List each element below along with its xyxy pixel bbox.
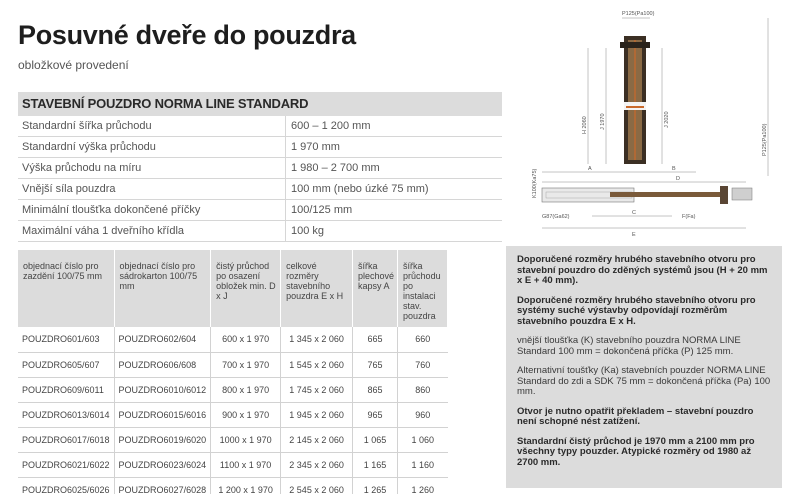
label-f: F(Fa) — [682, 214, 696, 220]
table-cell: POUZDRO605/607 — [18, 352, 114, 377]
label-g: G87(Ga62) — [542, 214, 570, 220]
spec-value: 100/125 mm — [291, 204, 353, 216]
technical-drawing — [506, 6, 796, 242]
jamb-section — [720, 186, 728, 204]
table-cell: 1 265 — [353, 477, 398, 494]
label-e: E — [632, 232, 636, 238]
spec-row — [18, 221, 502, 242]
table-cell: 2 145 x 2 060 — [281, 427, 353, 452]
table-cell: 1 065 — [353, 427, 398, 452]
info-paragraph: Doporučené rozměry hrubého stavebního otvoru pro stavební pouzdro do zděných systémů jsou (H + 20 mm x E + 40 mm). — [517, 254, 768, 286]
table-row — [18, 477, 448, 494]
table-row — [18, 402, 448, 427]
table-cell: POUZDRO6015/6016 — [114, 402, 211, 427]
spec-value: 100 mm (nebo úzké 75 mm) — [291, 183, 429, 195]
table-cell: POUZDRO601/603 — [18, 327, 114, 352]
table-cell: POUZDRO606/608 — [114, 352, 211, 377]
table-row — [18, 452, 448, 477]
table-cell: 660 — [398, 327, 448, 352]
spec-label: Vnější síla pouzdra — [18, 179, 286, 199]
column-header: šířka plechové kapsy A — [353, 250, 398, 327]
table-cell: 1100 x 1 970 — [211, 452, 281, 477]
spec-label: Maximální váha 1 dveřního křídla — [18, 221, 286, 241]
table-cell: 860 — [398, 377, 448, 402]
spec-row — [18, 116, 502, 137]
table-cell: POUZDRO602/604 — [114, 327, 211, 352]
table-cell: 965 — [353, 402, 398, 427]
spec-value: 1 980 – 2 700 mm — [291, 162, 380, 174]
column-header: šířka průchodu po instalaci stav. pouzdra — [398, 250, 448, 327]
label-b: B — [672, 166, 676, 172]
table-cell: 1 160 — [398, 452, 448, 477]
dimensions-table — [18, 250, 448, 494]
label-c: C — [632, 210, 636, 216]
label-h: H 2060 — [582, 116, 588, 134]
info-paragraph: Doporučené rozměry hrubého stavebního otvoru pro systémy suché výstavby odpovídají rozměrům stavebního pouzdra E x H. — [517, 294, 756, 327]
label-a: A — [588, 166, 592, 172]
wall-section — [732, 188, 752, 200]
table-cell: 1 200 x 1 970 — [211, 477, 281, 494]
table-row — [18, 427, 448, 452]
table-cell: POUZDRO6023/6024 — [114, 452, 211, 477]
table-cell: 2 545 x 2 060 — [281, 477, 353, 494]
label-j2: J 2020 — [664, 111, 670, 128]
info-paragraph: vnější tloušťka (K) stavebního pouzdra NORMA LINE Standard 100 mm = dokončená příčka (P) 125 mm. — [517, 335, 741, 357]
label-p125b: P125(Pa100) — [762, 123, 768, 156]
info-paragraph: Otvor je nutno opatřit překladem – stavební pouzdro není schopné nést zatížení. — [517, 405, 754, 427]
table-cell: 700 x 1 970 — [211, 352, 281, 377]
column-header: objednací číslo pro zazdění 100/75 mm — [18, 250, 114, 327]
table-cell: 600 x 1 970 — [211, 327, 281, 352]
door-section — [610, 192, 720, 197]
table-cell: POUZDRO6010/6012 — [114, 377, 211, 402]
table-cell: 1000 x 1 970 — [211, 427, 281, 452]
spec-row — [18, 158, 502, 179]
table-row — [18, 377, 448, 402]
label-k: K100(Ka75) — [532, 168, 538, 198]
spec-label: Standardní šířka průchodu — [18, 116, 286, 136]
table-row — [18, 327, 448, 352]
table-cell: 1 165 — [353, 452, 398, 477]
table-cell: 1 745 x 2 060 — [281, 377, 353, 402]
table-cell: 865 — [353, 377, 398, 402]
table-cell: 1 545 x 2 060 — [281, 352, 353, 377]
spec-label: Výška průchodu na míru — [18, 158, 286, 178]
table-row — [18, 352, 448, 377]
handle-mark — [626, 106, 644, 108]
spec-row — [18, 200, 502, 221]
table-header-row — [18, 250, 448, 327]
table-cell: 960 — [398, 402, 448, 427]
table-cell: 1 260 — [398, 477, 448, 494]
column-header: celkové rozměry stavebního pouzdra E x H — [281, 250, 353, 327]
table-cell: POUZDRO6019/6020 — [114, 427, 211, 452]
spec-value: 1 970 mm — [291, 141, 340, 153]
spec-row — [18, 179, 502, 200]
table-cell: POUZDRO6017/6018 — [18, 427, 114, 452]
column-header: objednací číslo pro sádrokarton 100/75 mm — [114, 250, 211, 327]
table-cell: 900 x 1 970 — [211, 402, 281, 427]
label-j: J 1970 — [600, 113, 606, 130]
label-p125: P125(Pa100) — [622, 11, 655, 17]
page-title: Posuvné dveře do pouzdra — [18, 20, 356, 50]
info-box — [506, 246, 782, 488]
spec-table — [18, 92, 502, 242]
table-cell: 800 x 1 970 — [211, 377, 281, 402]
table-cell: POUZDRO6013/6014 — [18, 402, 114, 427]
top-rail — [620, 42, 650, 48]
label-d: D — [676, 176, 680, 182]
table-cell: 1 945 x 2 060 — [281, 402, 353, 427]
table-cell: 2 345 x 2 060 — [281, 452, 353, 477]
table-cell: POUZDRO609/6011 — [18, 377, 114, 402]
spec-label: Minimální tloušťka dokončené příčky — [18, 200, 286, 220]
column-header: čistý průchod po osazení obložek min. D x J — [211, 250, 281, 327]
table-cell: POUZDRO6027/6028 — [114, 477, 211, 494]
info-paragraph: Alternativní toušťky (Ka) stavebních pouzder NORMA LINE Standard do zdi a SDK 75 mm = dokončená příčka (Pa) 100 mm. — [517, 365, 771, 397]
table-cell: POUZDRO6021/6022 — [18, 452, 114, 477]
spec-heading: STAVEBNÍ POUZDRO NORMA LINE STANDARD — [18, 92, 502, 116]
spec-label: Standardní výška průchodu — [18, 137, 286, 157]
spec-value: 600 – 1 200 mm — [291, 120, 371, 132]
table-cell: 765 — [353, 352, 398, 377]
info-paragraph: Standardní čistý průchod je 1970 mm a 2100 mm pro všechny typy pouzder. Atypické rozměry od 1980 až 2700 mm. — [517, 435, 755, 468]
table-cell: 1 345 x 2 060 — [281, 327, 353, 352]
page-subtitle: obložkové provedení — [18, 58, 129, 72]
spec-row — [18, 137, 502, 158]
table-cell: 665 — [353, 327, 398, 352]
table-cell: POUZDRO6025/6026 — [18, 477, 114, 494]
table-cell: 1 060 — [398, 427, 448, 452]
table-cell: 760 — [398, 352, 448, 377]
spec-value: 100 kg — [291, 225, 325, 237]
